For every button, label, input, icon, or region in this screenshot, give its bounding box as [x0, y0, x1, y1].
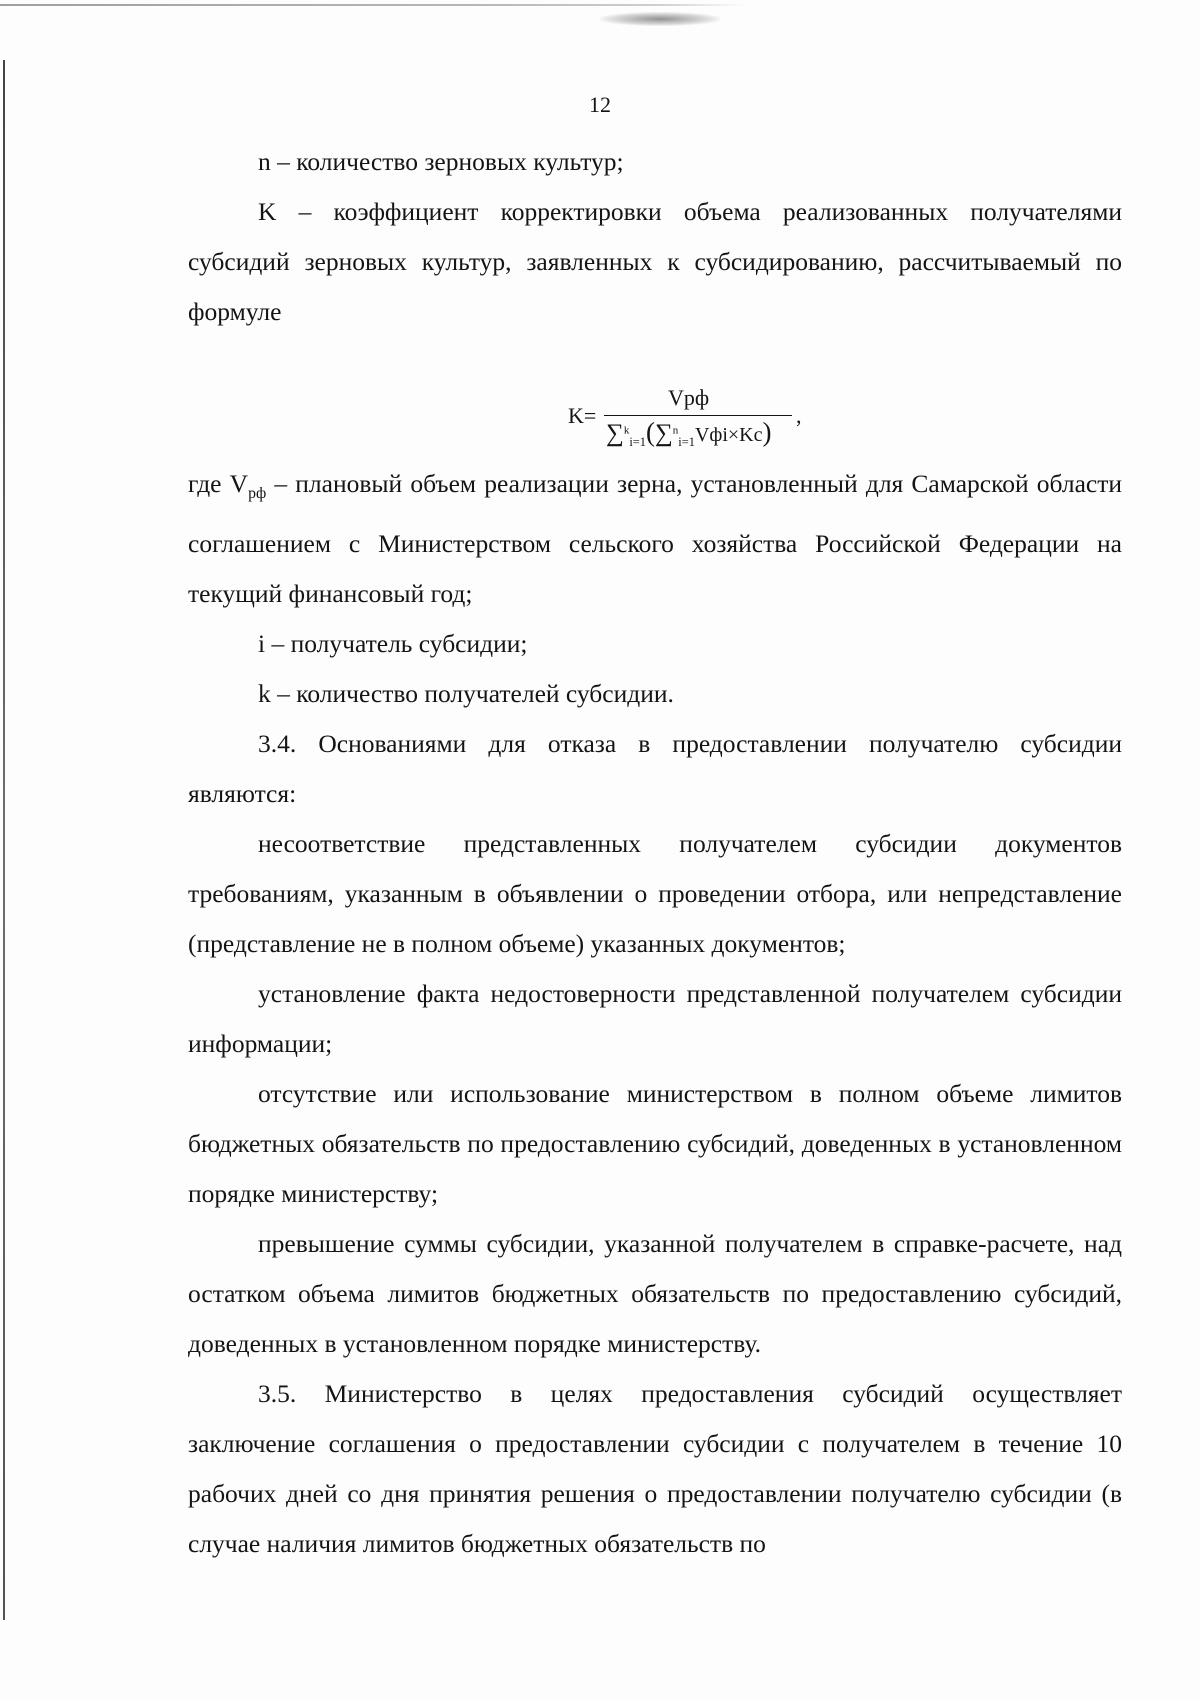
- formula-inner-term: Vфi×Kc: [694, 424, 763, 446]
- paragraph-3-4: 3.4. Основаниями для отказа в предоставлении получателю субсидии являются:: [188, 729, 1122, 809]
- page-number: 12: [589, 92, 611, 117]
- paragraph-refusal-limits: отсутствие или использование министерством в полном объеме лимитов бюджетных обязательств по предоставлению субсидий, доведенных в установленном порядке министерству;: [188, 1079, 1122, 1209]
- formula-paren-open: (: [645, 417, 655, 447]
- formula-lhs: K=: [568, 403, 597, 428]
- formula-numerator: Vрф: [668, 385, 710, 410]
- paragraph-n-definition: n – количество зерновых культур;: [258, 147, 624, 176]
- where-lead: где V: [188, 469, 249, 498]
- formula-fraction-bar: [604, 415, 792, 416]
- formula-paren-close: ): [762, 417, 772, 447]
- formula-sum-outer-sup: k: [623, 424, 630, 437]
- paragraph-refusal-false-info: установление факта недостоверности представленной получателем субсидии информации;: [188, 979, 1122, 1059]
- formula-trailing-comma: ,: [796, 403, 802, 428]
- paragraph-3-5: 3.5. Министерство в целях предоставления субсидий осуществляет заключение соглашения о предоставлении субсидии с получателем в течение 10 рабочих дней со дня принятия решения о предоставлении получателю субсидии (в случае наличия лимитов бюджетных обязательств по: [188, 1379, 1122, 1559]
- text-block-top: [188, 137, 1122, 337]
- formula-sum-inner: ∑: [654, 420, 673, 447]
- paragraph-refusal-documents: несоответствие представленных получателем субсидии документов требованиям, указанным в объявлении о проведении отбора, или непредставление (представление не в полном объеме) указанных документов;: [188, 829, 1122, 959]
- formula-k: [568, 385, 828, 465]
- where-sub: рф: [248, 485, 267, 503]
- formula-denominator: [606, 417, 772, 450]
- paragraph-i-definition: i – получатель субсидии;: [258, 629, 528, 659]
- text-block-bottom: [188, 459, 1122, 1569]
- formula-sum-outer: ∑: [606, 420, 624, 447]
- formula-sum-inner-sub: i=1: [678, 435, 695, 449]
- paragraph-where-vrf: [188, 459, 1122, 619]
- scan-artifact-smudge: [600, 12, 720, 26]
- formula-sum-inner-sup: n: [672, 424, 679, 437]
- where-rest: – плановый объем реализации зерна, установленный для Самарской области соглашением с Министерством сельского хозяйства Российской Федерации на текущий финансовый год;: [188, 469, 1122, 609]
- scan-artifact-left-edge: [3, 60, 5, 1620]
- paragraph-refusal-excess: превышение суммы субсидии, указанной получателем в справке-расчете, над остатком объема лимитов бюджетных обязательств по предоставлению субсидий, доведенных в установленном порядке министерству.: [188, 1229, 1122, 1359]
- scan-artifact-top-line: [0, 4, 1200, 6]
- paragraph-k-count-definition: k – количество получателей субсидии.: [258, 679, 674, 709]
- formula-sum-outer-sub: i=1: [629, 435, 646, 449]
- paragraph-k-definition: K – коэффициент корректировки объема реализованных получателями субсидий зерновых культур, заявленных к субсидированию, рассчитываемый по формуле: [188, 197, 1122, 326]
